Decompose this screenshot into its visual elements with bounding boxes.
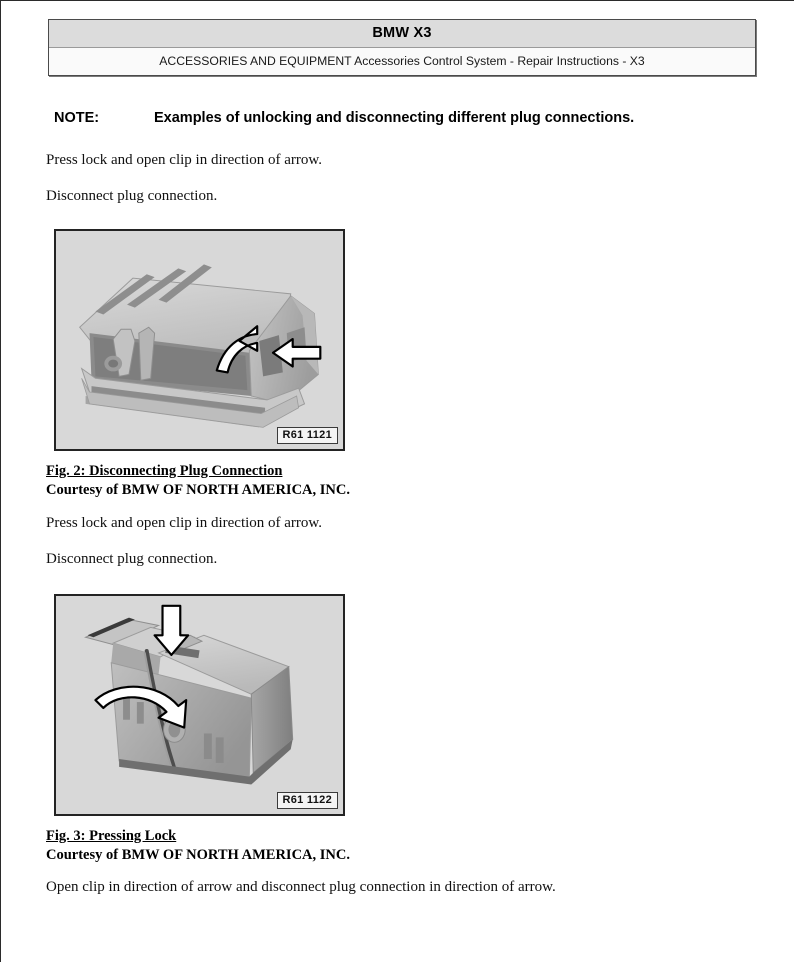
figure-2-caption — [46, 827, 666, 864]
figure-1-code: R61 1121 — [277, 427, 339, 444]
header-title: BMW X3 — [372, 25, 432, 41]
note-label: NOTE: — [54, 110, 100, 126]
figure-2-caption-courtesy: Courtesy of BMW OF NORTH AMERICA, INC. — [46, 847, 350, 864]
figure-1-caption-title: Fig. 2: Disconnecting Plug Connection — [46, 463, 283, 479]
note-line — [54, 110, 754, 126]
figure-1-image — [54, 229, 345, 451]
document-header — [48, 19, 756, 76]
figure-2-code: R61 1122 — [277, 792, 339, 809]
figure-2-caption-title: Fig. 3: Pressing Lock — [46, 828, 177, 844]
figure-1-illustration — [56, 231, 343, 449]
paragraph-press-lock-2: Press lock and open clip in direction of arrow. — [46, 515, 323, 531]
note-text: Examples of unlocking and disconnecting different plug connections. — [154, 110, 635, 126]
figure-2-image — [54, 594, 345, 816]
header-title-row — [49, 20, 755, 48]
paragraph-press-lock-1: Press lock and open clip in direction of arrow. — [46, 152, 323, 168]
paragraph-open-clip: Open clip in direction of arrow and disconnect plug connection in direction of arrow. — [46, 879, 556, 895]
header-subtitle-row — [49, 48, 755, 75]
figure-1-caption-courtesy: Courtesy of BMW OF NORTH AMERICA, INC. — [46, 482, 350, 499]
figure-2-illustration — [56, 596, 343, 814]
paragraph-disconnect-2: Disconnect plug connection. — [46, 551, 218, 567]
header-subtitle: ACCESSORIES AND EQUIPMENT Accessories Control System - Repair Instructions - X3 — [159, 54, 645, 68]
figure-1-caption — [46, 462, 666, 499]
paragraph-disconnect-1: Disconnect plug connection. — [46, 188, 218, 204]
